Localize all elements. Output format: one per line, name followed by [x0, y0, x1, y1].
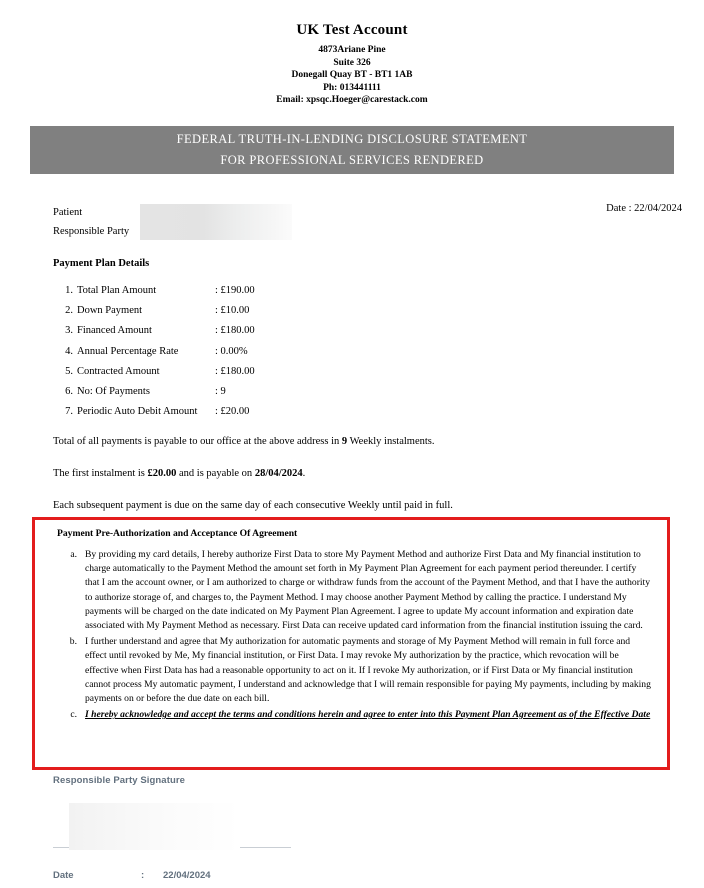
signature-label: Responsible Party Signature [53, 775, 186, 786]
authorization-marker: c. [70, 709, 77, 721]
signature-block [53, 775, 503, 881]
total-payable-pre: Total of all payments is payable to our office at the above address in [53, 436, 342, 447]
authorization-item [59, 708, 653, 722]
email-line: Email: xpsqc.Hoeger@carestack.com [276, 95, 428, 105]
total-payable-post: Weekly instalments. [347, 436, 435, 447]
signature-date-value: 22/04/2024 [163, 870, 211, 881]
plan-item-number: 1. [65, 285, 73, 296]
plan-item-label: Contracted Amount [77, 365, 160, 377]
patient-label: Patient [53, 207, 83, 218]
authorization-item [59, 548, 653, 633]
signature-date-row [53, 870, 211, 881]
plan-row [53, 342, 393, 362]
plan-item-number: 2. [65, 305, 73, 317]
address-line-1: 4873Ariane Pine [318, 45, 386, 55]
plan-item-label: Down Payment [77, 305, 143, 317]
document-date: Date : 22/04/2024 [606, 203, 682, 214]
first-instalment-pre: The first instalment is [53, 468, 148, 479]
total-payable-paragraph [53, 435, 653, 449]
plan-row [53, 321, 393, 341]
authorization-text: I further understand and agree that My authorization for automatic payments and storage of My Payment Method will remain in full force and effect until revoked by Me, My financial institution, or First Data. I may revoke My authorization by the practice, which revocation will be effective when First Data has had a reasonable opportunity to act on it. If I revoke My authorization, or if First Data or My financial institution cannot process My automatic payment, I understand and acknowledge that I will remain responsible for paying My payments, including by making payments on or before the due date on each bill. [85, 636, 651, 705]
first-instalment-post: . [302, 468, 306, 479]
payment-plan-details-title: Payment Plan Details [53, 258, 150, 269]
responsible-party-label: Responsible Party [53, 226, 130, 237]
first-instalment-paragraph [53, 467, 653, 481]
plan-item-value: : 0.00% [215, 345, 248, 357]
plan-item-number: 7. [65, 406, 73, 418]
authorization-list [59, 548, 653, 724]
authorization-text: By providing my card details, I hereby authorize First Data to store My Payment Method and authorize First Data and My financial institution to charge automatically to the Payment Method the amount set forth in My Payment Plan Agreement for each payment period thereunder. I certify that I am the account owner, or I am authorized to charge or withdraw funds from the account of the Payment Method, and that I have the authority to authorize storage of, and charges to, the Payment Method. I may choose another Payment Method by calling the practice. I understand My payments will be charged on the date indicated on My Payment Plan Agreement. I agree to update My account information and expiration date associated with My Payment Method as necessary. First Data can receive updated card information from the financial institution issuing the card. [85, 549, 651, 632]
authorization-marker: b. [69, 636, 77, 648]
plan-item-label: Total Plan Amount [77, 285, 157, 296]
authorization-acceptance-text: I hereby acknowledge and accept the terms and conditions herein and agree to enter into this Payment Plan Agreement as of the Effective Date [85, 709, 651, 721]
banner-line-2: FOR PROFESSIONAL SERVICES RENDERED [220, 153, 484, 167]
payment-plan-list [53, 281, 393, 422]
letterhead [0, 0, 704, 107]
authorization-marker: a. [70, 549, 77, 560]
first-instalment-mid: and is payable on [176, 468, 255, 479]
plan-item-label: Annual Percentage Rate [77, 345, 179, 357]
plan-item-number: 6. [65, 386, 73, 398]
first-instalment-amount: £20.00 [147, 468, 177, 479]
plan-item-value: : £20.00 [215, 406, 250, 418]
authorization-item [59, 635, 653, 706]
plan-item-value: : £180.00 [215, 365, 255, 377]
plan-item-number: 5. [65, 365, 73, 377]
plan-item-label: Financed Amount [77, 325, 152, 337]
plan-item-value: : £10.00 [215, 305, 250, 317]
plan-row [53, 382, 393, 402]
signature-date-colon: : [141, 870, 145, 881]
disclosure-title-banner [30, 126, 674, 174]
plan-item-value: : £190.00 [215, 285, 255, 296]
patient-name-redaction [140, 204, 292, 240]
practice-name: UK Test Account [296, 22, 408, 38]
plan-item-number: 3. [65, 325, 73, 337]
plan-row [53, 281, 393, 301]
banner-line-1: FEDERAL TRUTH-IN-LENDING DISCLOSURE STATEMENT [176, 132, 528, 146]
payment-authorization-box [32, 517, 670, 770]
instalment-count: 9 [341, 436, 348, 447]
plan-item-label: No: Of Payments [77, 386, 150, 398]
authorization-heading: Payment Pre-Authorization and Acceptance Of Agreement [57, 528, 298, 539]
signature-date-label: Date [53, 870, 74, 881]
first-instalment-date: 28/04/2024 [254, 468, 303, 479]
address-line-2: Suite 326 [333, 57, 371, 68]
subsequent-payment-paragraph: Each subsequent payment is due on the same day of each consecutive Weekly until paid in full. [53, 500, 453, 511]
plan-row [53, 402, 393, 422]
plan-item-label: Periodic Auto Debit Amount [77, 406, 198, 418]
signature-redaction [69, 803, 240, 850]
address-line-3: Donegall Quay BT - BT1 1AB [291, 70, 413, 80]
plan-item-number: 4. [65, 345, 73, 357]
plan-item-value: : £180.00 [215, 325, 255, 337]
phone-line: Ph: 013441111 [323, 82, 381, 93]
plan-row [53, 362, 393, 382]
plan-row [53, 301, 393, 321]
plan-item-value: : 9 [215, 386, 226, 398]
